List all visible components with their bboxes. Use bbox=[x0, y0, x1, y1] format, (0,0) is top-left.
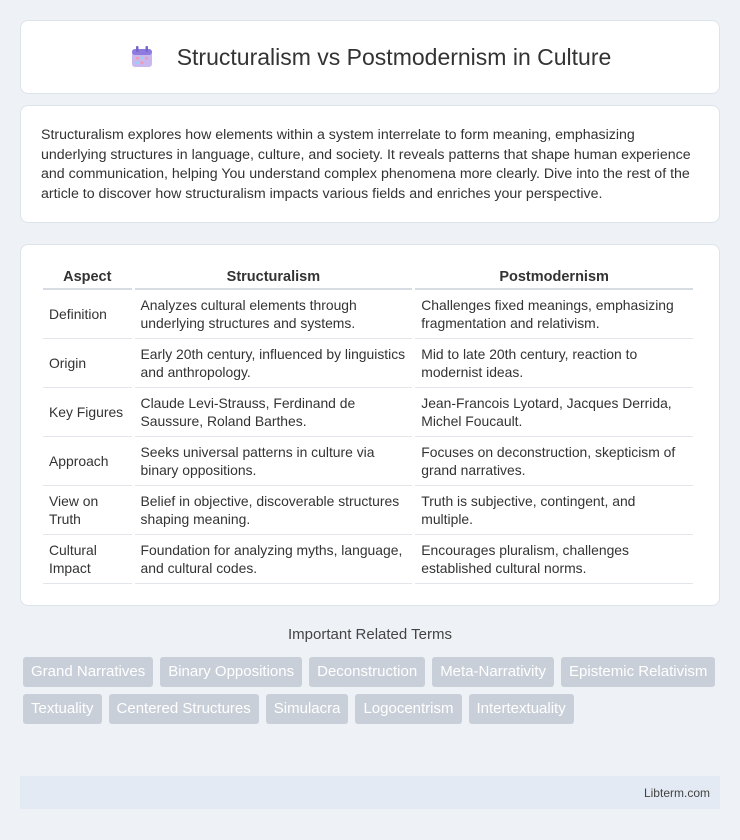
related-term-tag[interactable]: Intertextuality bbox=[469, 694, 574, 724]
row-aspect: Approach bbox=[43, 437, 132, 486]
calendar-icon bbox=[129, 44, 155, 70]
table-header-row bbox=[43, 265, 693, 290]
related-term-tag[interactable]: Textuality bbox=[23, 694, 102, 724]
related-term-tag[interactable]: Binary Oppositions bbox=[160, 657, 302, 687]
row-postmodernism: Encourages pluralism, challenges established cultural norms. bbox=[415, 535, 693, 584]
row-postmodernism: Truth is subjective, contingent, and multiple. bbox=[415, 486, 693, 535]
row-postmodernism: Jean-Francois Lyotard, Jacques Derrida, Michel Foucault. bbox=[415, 388, 693, 437]
related-terms-list bbox=[23, 657, 723, 731]
table-row bbox=[43, 535, 693, 584]
table-row bbox=[43, 388, 693, 437]
related-term-tag[interactable]: Centered Structures bbox=[109, 694, 259, 724]
related-term-tag[interactable]: Grand Narratives bbox=[23, 657, 153, 687]
table-row bbox=[43, 486, 693, 535]
header-card bbox=[20, 20, 720, 94]
related-term-tag[interactable]: Simulacra bbox=[266, 694, 349, 724]
footer bbox=[20, 776, 720, 809]
row-aspect: View on Truth bbox=[43, 486, 132, 535]
row-structuralism: Analyzes cultural elements through underlying structures and systems. bbox=[135, 290, 413, 339]
row-aspect: Key Figures bbox=[43, 388, 132, 437]
row-postmodernism: Mid to late 20th century, reaction to modernist ideas. bbox=[415, 339, 693, 388]
table-row bbox=[43, 290, 693, 339]
row-aspect: Cultural Impact bbox=[43, 535, 132, 584]
comparison-table-card bbox=[20, 244, 720, 606]
related-term-tag[interactable]: Logocentrism bbox=[355, 694, 461, 724]
page-title: Structuralism vs Postmodernism in Culture bbox=[176, 43, 612, 70]
footer-site-link[interactable]: Libterm.com bbox=[643, 785, 710, 800]
related-terms-title: Important Related Terms bbox=[288, 626, 452, 643]
header-aspect: Aspect bbox=[43, 265, 132, 290]
header-structuralism: Structuralism bbox=[135, 265, 413, 290]
header-postmodernism: Postmodernism bbox=[415, 265, 693, 290]
row-structuralism: Claude Levi-Strauss, Ferdinand de Saussure, Roland Barthes. bbox=[135, 388, 413, 437]
related-term-tag[interactable]: Meta-Narrativity bbox=[432, 657, 554, 687]
row-structuralism: Seeks universal patterns in culture via binary oppositions. bbox=[135, 437, 413, 486]
row-structuralism: Early 20th century, influenced by linguistics and anthropology. bbox=[135, 339, 413, 388]
table-row bbox=[43, 339, 693, 388]
intro-paragraph: Structuralism explores how elements within a system interrelate to form meaning, emphasizing underlying structures in language, culture, and society. It reveals patterns that shape human experience and communication, helping You understand complex phenomena more clearly. Dive into the rest of the article to discover how structuralism impacts various fields and enriches your perspective. bbox=[41, 127, 691, 202]
table-row bbox=[43, 437, 693, 486]
intro-card bbox=[20, 105, 720, 223]
comparison-table bbox=[40, 265, 696, 584]
row-structuralism: Belief in objective, discoverable structures shaping meaning. bbox=[135, 486, 413, 535]
row-structuralism: Foundation for analyzing myths, language, and cultural codes. bbox=[135, 535, 413, 584]
row-aspect: Origin bbox=[43, 339, 132, 388]
row-postmodernism: Challenges fixed meanings, emphasizing fragmentation and relativism. bbox=[415, 290, 693, 339]
row-aspect: Definition bbox=[43, 290, 132, 339]
row-postmodernism: Focuses on deconstruction, skepticism of grand narratives. bbox=[415, 437, 693, 486]
related-term-tag[interactable]: Epistemic Relativism bbox=[561, 657, 715, 687]
related-term-tag[interactable]: Deconstruction bbox=[309, 657, 425, 687]
